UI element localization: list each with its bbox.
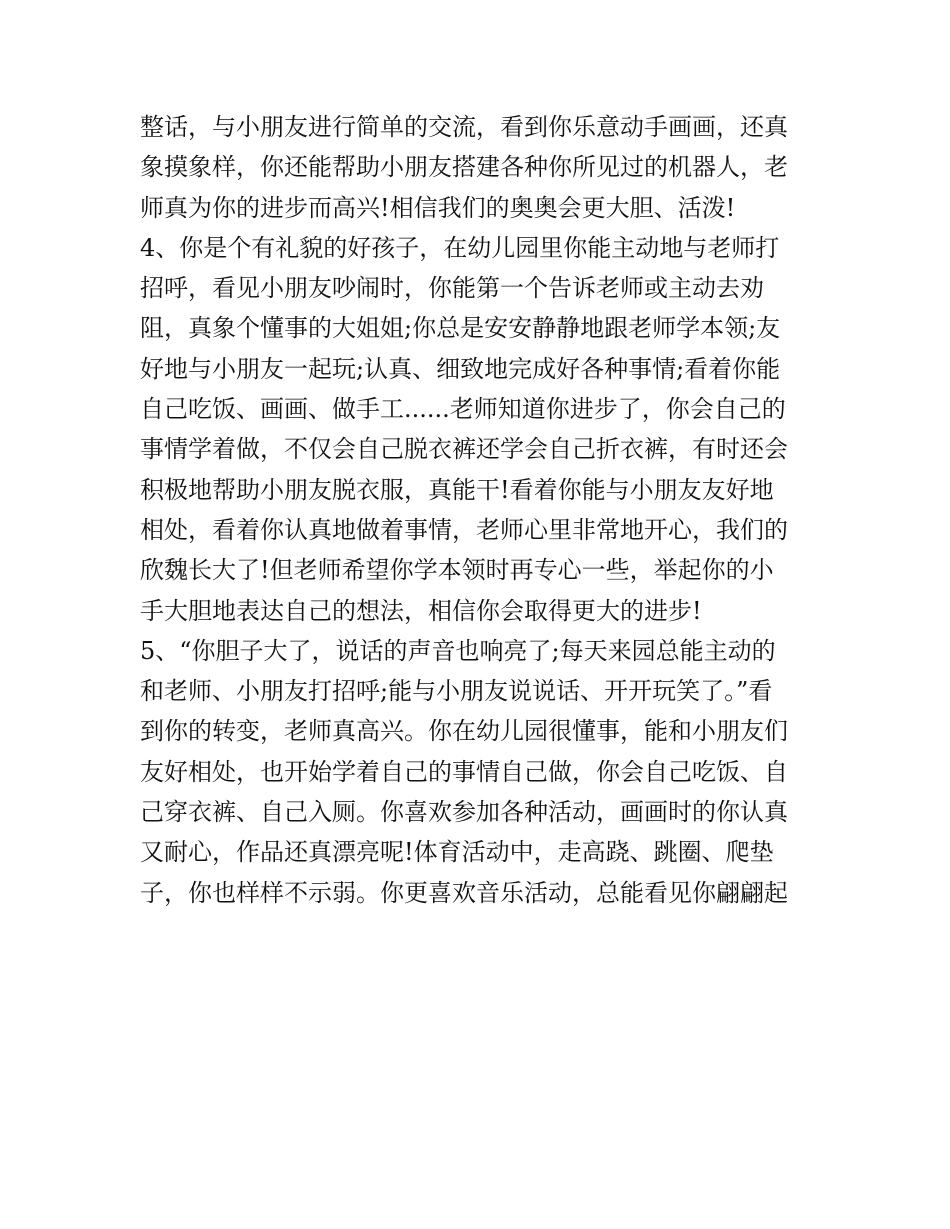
text-line: 和老师、小朋友打招呼;能与小朋友说说话、开开玩笑了。”看	[140, 677, 773, 706]
text-line: 自己吃饭、画画、做手工......老师知道你进步了，你会自己的	[140, 395, 786, 424]
text-line: 又耐心，作品还真漂亮呢!体育活动中，走高跷、跳圈、爬垫	[140, 838, 774, 867]
text-line: 象摸象样，你还能帮助小朋友搭建各种你所见过的机器人，老	[140, 153, 788, 182]
text-line: 4、你是个有礼貌的好孩子，在幼儿园里你能主动地与老师打	[140, 233, 780, 262]
text-line: 师真为你的进步而高兴!相信我们的奥奥会更大胆、活泼!	[140, 193, 736, 222]
text-line: 阻，真象个懂事的大姐姐;你总是安安静静地跟老师学本领;友	[140, 314, 781, 343]
text-line: 招呼，看见小朋友吵闹时，你能第一个告诉老师或主动去劝	[140, 274, 764, 303]
text-line: 事情学着做，不仅会自己脱衣裤还学会自己折衣裤，有时还会	[140, 435, 788, 464]
text-line: 到你的转变，老师真高兴。你在幼儿园很懂事，能和小朋友们	[140, 717, 788, 746]
text-line: 己穿衣裤、自己入厕。你喜欢参加各种活动，画画时的你认真	[140, 798, 788, 827]
text-line: 欣魏长大了!但老师希望你学本领时再专心一些，举起你的小	[140, 556, 774, 585]
text-line: 子，你也样样不示弱。你更喜欢音乐活动，总能看见你翩翩起	[140, 878, 788, 907]
text-line: 5、“你胆子大了，说话的声音也响亮了;每天来园总能主动的	[140, 636, 776, 665]
text-line: 好地与小朋友一起玩;认真、细致地完成好各种事情;看着你能	[140, 354, 781, 383]
text-line: 友好相处，也开始学着自己的事情自己做，你会自己吃饭、自	[140, 757, 788, 786]
body-text	[140, 107, 820, 913]
text-line: 积极地帮助小朋友脱衣服，真能干!看着你能与小朋友友好地	[140, 475, 774, 504]
text-line: 整话，与小朋友进行简单的交流，看到你乐意动手画画，还真	[140, 113, 788, 141]
text-line: 相处，看着你认真地做着事情，老师心里非常地开心，我们的	[140, 515, 788, 544]
text-line: 手大胆地表达自己的想法，相信你会取得更大的进步!	[140, 596, 702, 625]
